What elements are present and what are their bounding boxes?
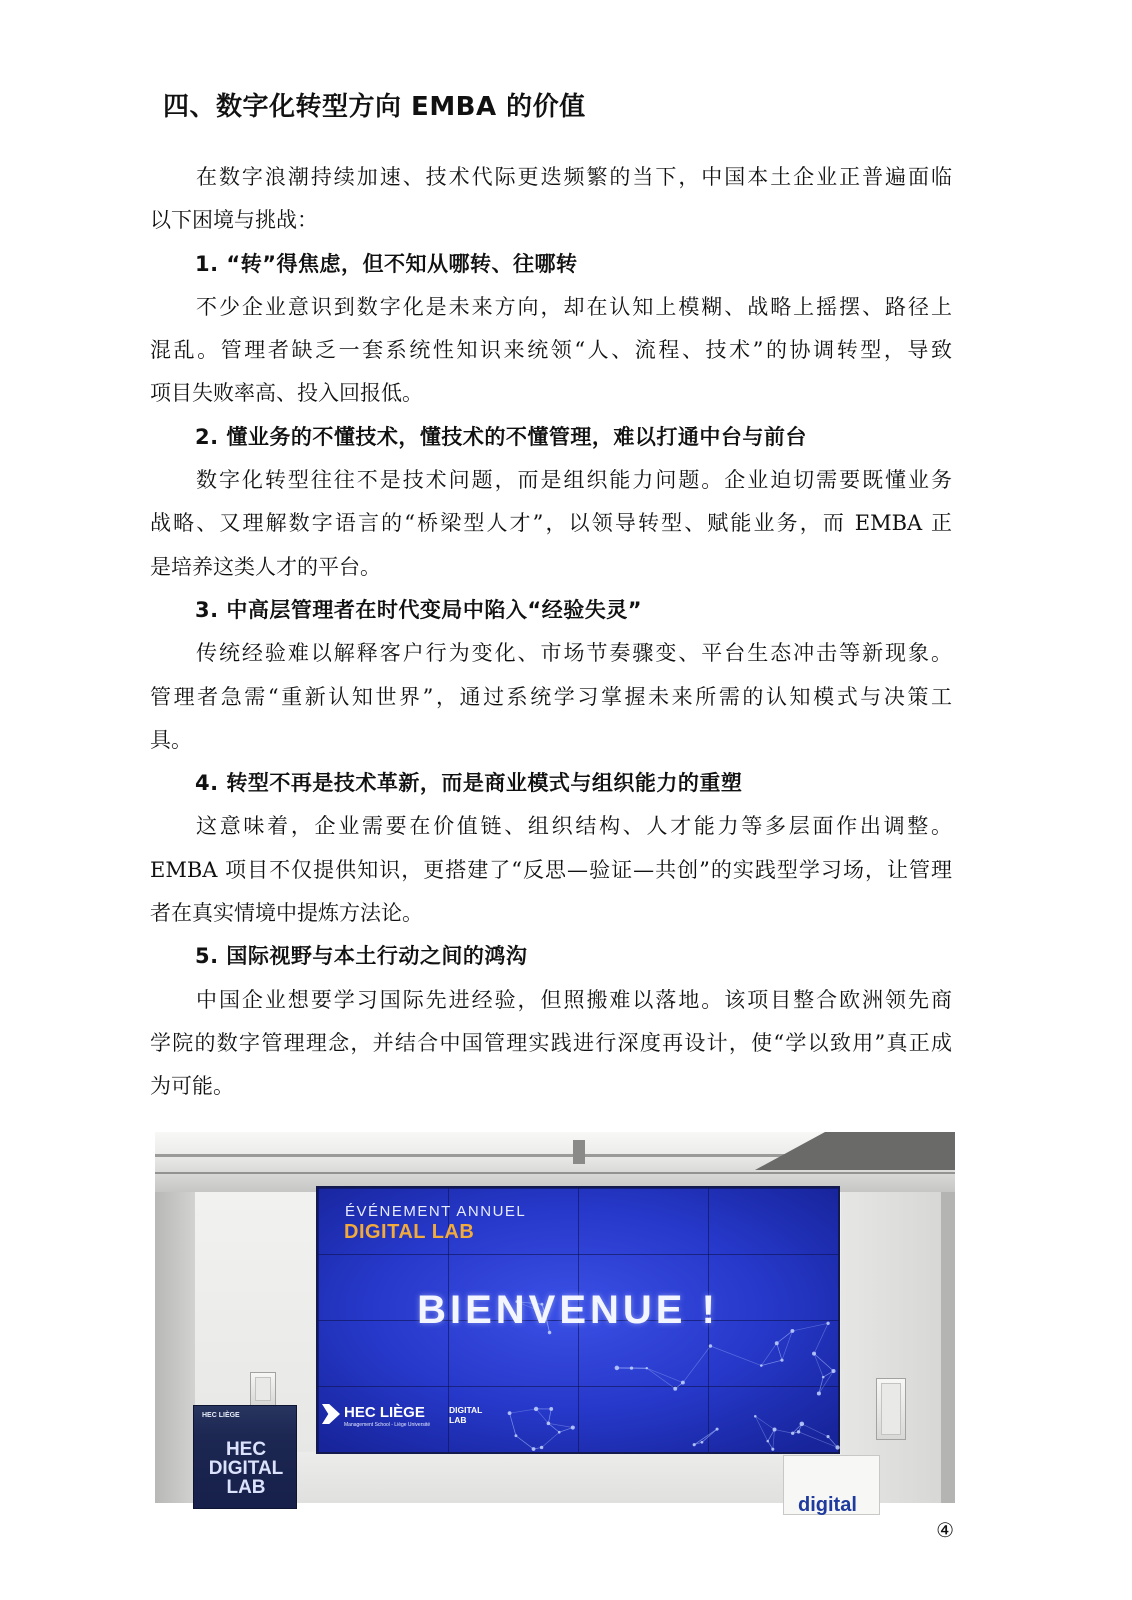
network-dot (826, 1435, 829, 1438)
network-dot (780, 1359, 783, 1362)
right-banner (783, 1455, 880, 1515)
network-dot (549, 1407, 553, 1411)
wall-column (155, 1176, 195, 1503)
right-banner-text: digital (798, 1494, 857, 1516)
network-dot (646, 1367, 648, 1369)
network-dot (532, 1447, 536, 1451)
network-dot (693, 1443, 696, 1446)
hec-logo-icon (322, 1404, 340, 1424)
logo-lab-line: LAB (449, 1415, 467, 1425)
network-line (516, 1436, 534, 1449)
network-dot (766, 1440, 769, 1443)
network-dot (534, 1407, 538, 1411)
network-dot (831, 1369, 835, 1373)
network-dot (754, 1415, 757, 1418)
network-dot (571, 1425, 575, 1429)
paragraph-line: 不少企业意识到数字化是未来方向，却在认知上模糊、战略上摇摆、路径上 (196, 294, 952, 319)
screen-headline: BIENVENUE ! (417, 1288, 719, 1332)
network-dot (771, 1448, 774, 1451)
logo-subtitle: Management School - Liège Université (344, 1422, 431, 1428)
section-title: 四、数字化转型方向 EMBA 的价值 (163, 92, 586, 122)
network-dot (540, 1446, 543, 1449)
network-dot (701, 1441, 704, 1444)
lower-wall (297, 1452, 841, 1503)
network-line (548, 1409, 551, 1423)
network-line (755, 1416, 767, 1441)
network-line (536, 1409, 548, 1423)
paragraph-line: 战略、又理解数字语言的“桥梁型人才”，以领导转型、赋能业务，而 EMBA 正 (150, 511, 952, 536)
logo-name: HEC LIÈGE (344, 1404, 425, 1421)
network-line (777, 1343, 782, 1360)
subheading: 2. 懂业务的不懂技术，懂技术的不懂管理，难以打通中台与前台 (195, 424, 807, 449)
side-wall (841, 1176, 955, 1503)
network-dot (630, 1366, 633, 1369)
network-line (755, 1416, 774, 1429)
paragraph-line: 混乱。管理者缺乏一套系统性知识来统领“人、流程、技术”的协调转型，导致 (150, 338, 952, 363)
network-dot (812, 1352, 816, 1356)
network-dot (826, 1322, 829, 1325)
rollup-banner-line: DIGITAL (208, 1458, 284, 1479)
paragraph-line: 具。 (150, 727, 192, 752)
paragraph-line: 数字化转型往往不是技术问题，而是组织能力问题。企业迫切需要既懂业务 (196, 468, 952, 493)
logo-lab-label (449, 1405, 482, 1425)
network-line (647, 1368, 683, 1382)
network-dot (800, 1422, 805, 1427)
network-line (775, 1429, 793, 1433)
network-dot (817, 1391, 821, 1395)
wall-speaker (876, 1378, 906, 1440)
network-dot (716, 1428, 719, 1431)
network-dot (822, 1376, 825, 1379)
rollup-banner-line: HEC (225, 1439, 267, 1460)
wall-edge (941, 1176, 955, 1503)
paragraph-line: 在数字浪潮持续加速、技术代际更迭频繁的当下，中国本土企业正普遍面临 (196, 165, 952, 189)
paragraph-line: 是培养这类人才的平台。 (150, 554, 381, 579)
rollup-banner-logo: HEC LIÈGE (202, 1412, 240, 1419)
screen-kicker: ÉVÉNEMENT ANNUEL (345, 1203, 527, 1220)
paragraph-line: EMBA 项目不仅提供知识，更搭建了“反思—验证—共创”的实践型学习场，让管理 (150, 857, 952, 882)
network-dot (775, 1341, 779, 1345)
speaker-grille (881, 1383, 901, 1435)
network-dot (790, 1329, 794, 1333)
network-line (792, 1323, 828, 1331)
paragraph-line: 为可能。 (150, 1074, 234, 1099)
paragraph-line: 项目失败率高、投入回报低。 (150, 381, 423, 406)
network-dot (547, 1422, 551, 1426)
network-dot (791, 1432, 794, 1435)
network-line (548, 1423, 572, 1427)
logo-lab-line: DIGITAL (449, 1405, 483, 1415)
paragraph-line: 学院的数字管理理念，并结合中国管理实践进行深度再设计，使“学以致用”真正成 (150, 1030, 952, 1055)
video-wall (318, 1188, 838, 1452)
network-line (814, 1323, 828, 1353)
network-dot (515, 1434, 518, 1437)
network-dot (681, 1381, 685, 1385)
screen-event-name: DIGITAL LAB (344, 1221, 475, 1243)
network-dot (558, 1431, 561, 1434)
paragraph-line: 以下困境与挑战： (150, 208, 318, 233)
network-line (799, 1432, 838, 1448)
rollup-banner (193, 1405, 297, 1509)
network-dot (797, 1430, 800, 1433)
subheading: 3. 中高层管理者在时代变局中陷入“经验失灵” (195, 597, 643, 622)
rollup-banner-title (194, 1440, 298, 1497)
network-line (647, 1368, 675, 1389)
wall-speaker (250, 1372, 276, 1406)
paragraph-line: 者在真实情境中提炼方法论。 (150, 901, 423, 926)
network-dot (773, 1428, 777, 1432)
rollup-banner-line: LAB (226, 1477, 266, 1498)
ceiling-beam (155, 1172, 955, 1174)
network-line (814, 1354, 823, 1377)
paragraph-line: 这意味着，企业需要在价值链、组织结构、人才能力等多层面作出调整。 (196, 814, 952, 839)
speaker-grille (255, 1377, 271, 1401)
network-line (694, 1429, 717, 1445)
network-dot (709, 1344, 712, 1347)
subheading: 4. 转型不再是技术革新，而是商业模式与组织能力的重塑 (195, 771, 743, 796)
network-line (819, 1371, 834, 1393)
paragraph-line: 管理者急需“重新认知世界”，通过系统学习掌握未来所需的认知模式与决策工 (150, 684, 952, 709)
network-line (819, 1377, 823, 1393)
network-dot (760, 1364, 763, 1367)
hec-liege-logo (322, 1402, 522, 1432)
network-line (683, 1346, 711, 1383)
network-line (542, 1432, 560, 1447)
document-body (150, 156, 952, 1109)
ceiling-light-fixture (573, 1140, 585, 1164)
network-line (814, 1354, 833, 1371)
paragraph-line: 中国企业想要学习国际先进经验，但照搬难以落地。该项目整合欧洲领先商 (196, 987, 952, 1012)
network-line (559, 1428, 573, 1433)
subheading: 1. “转”得焦虑，但不知从哪转、往哪转 (195, 251, 578, 276)
network-dot (615, 1366, 620, 1371)
page-number: ④ (936, 1518, 954, 1542)
event-photo (155, 1132, 955, 1516)
network-dot (835, 1445, 839, 1449)
paragraph-line: 传统经验难以解释客户行为变化、市场节奏骤变、平台生态冲击等新现象。 (196, 641, 952, 666)
network-line (710, 1346, 761, 1366)
network-dot (673, 1387, 677, 1391)
subheading: 5. 国际视野与本土行动之间的鸿沟 (195, 944, 528, 969)
